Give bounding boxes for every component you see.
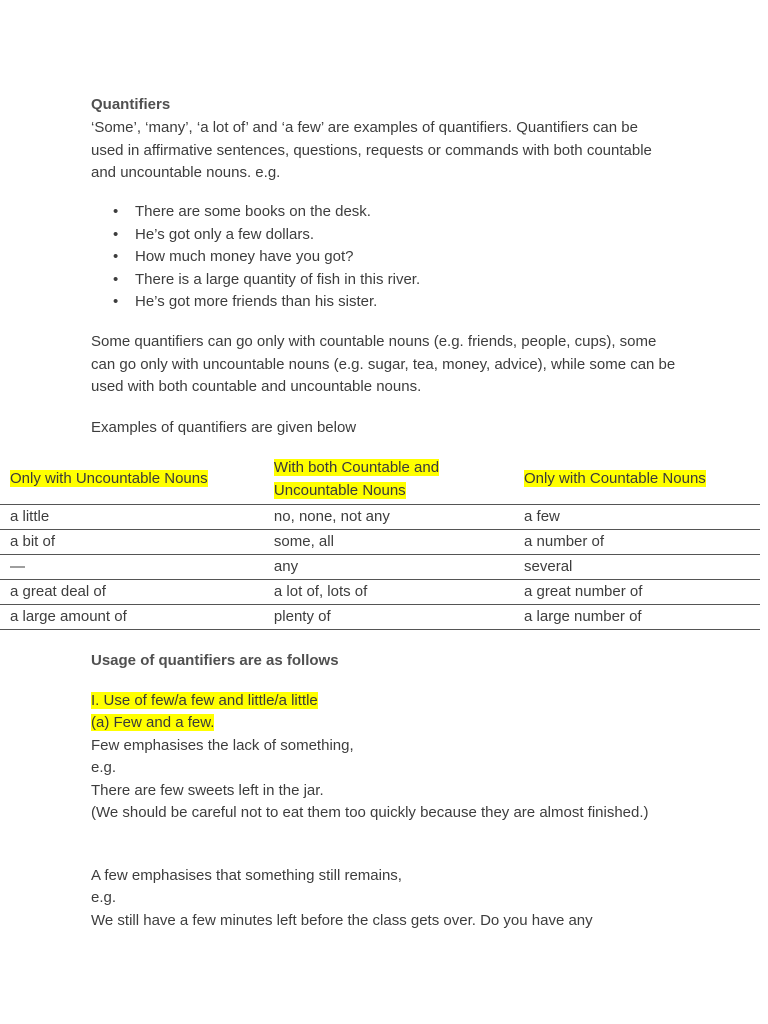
table-cell: several <box>516 555 760 580</box>
table-cell: no, none, not any <box>266 505 516 530</box>
list-item: • There are some books on the desk. <box>91 201 651 224</box>
subsection-title: (a) Few and a few. <box>91 714 215 731</box>
table-header-cell: Only with Uncountable Nouns <box>0 455 266 505</box>
table-cell: a bit of <box>0 530 266 555</box>
list-item: • He’s got more friends than his sister. <box>91 291 651 314</box>
list-item: • He’s got only a few dollars. <box>91 224 651 247</box>
table-header-cell: Only with Countable Nouns <box>516 455 760 505</box>
few-example-sentence: There are few sweets left in the jar. <box>91 782 324 799</box>
afew-text-line: e.g. <box>91 889 117 906</box>
table-row <box>0 605 760 630</box>
table-row <box>0 530 760 555</box>
bullet-icon: • <box>113 293 119 310</box>
table-header-cell: With both Countable and Uncountable Nouns <box>266 455 516 505</box>
intro-paragraph: ‘Some’, ‘many’, ‘a lot of’ and ‘a few’ are examples of quantifiers. Quantifiers can be used in affirmative sentences, questions, requests or commands with both countable and uncountable nouns. e.g. <box>91 119 652 181</box>
page-title: Quantifiers <box>91 96 171 113</box>
table-cell: a large number of <box>516 605 760 630</box>
table-row <box>0 505 760 530</box>
table-row <box>0 555 760 580</box>
table-cell: a great deal of <box>0 580 266 605</box>
table-cell: a number of <box>516 530 760 555</box>
table-cell: a few <box>516 505 760 530</box>
table-cell: plenty of <box>266 605 516 630</box>
table-header-row <box>0 455 760 505</box>
bullet-icon: • <box>113 225 119 243</box>
table-cell: — <box>0 555 266 580</box>
table-cell: some, all <box>266 530 516 555</box>
few-example-note: (We should be careful not to eat them too quickly because they are almost finished.) <box>91 804 649 821</box>
section-title: I. Use of few/a few and little/a little <box>91 692 318 709</box>
bullet-icon: • <box>113 248 119 265</box>
afew-example-sentence: We still have a few minutes left before the class gets over. Do you have any <box>91 912 593 929</box>
bullet-icon: • <box>113 270 119 288</box>
table-cell: a little <box>0 505 266 530</box>
bullet-icon: • <box>113 203 119 220</box>
table-row <box>0 580 760 605</box>
example-bullet-list <box>91 201 651 314</box>
table-cell: any <box>266 555 516 580</box>
examples-intro: Examples of quantifiers are given below <box>91 419 357 436</box>
quantifiers-table <box>0 455 760 630</box>
few-text-line: e.g. <box>91 759 117 776</box>
list-item: • There is a large quantity of fish in this river. <box>91 269 651 292</box>
usage-heading: Usage of quantifiers are as follows <box>91 652 339 669</box>
table-cell: a great number of <box>516 580 760 605</box>
afew-text-line: A few emphasises that something still remains, <box>91 867 402 884</box>
countable-uncountable-paragraph: Some quantifiers can go only with countable nouns (e.g. friends, people, cups), some can go only with uncountable nouns (e.g. sugar, tea, money, advice), while some can be used with both countable and uncountable nouns. <box>91 333 676 395</box>
table-cell: a lot of, lots of <box>266 580 516 605</box>
list-item: • How much money have you got? <box>91 246 651 269</box>
table-cell: a large amount of <box>0 605 266 630</box>
few-text-line: Few emphasises the lack of something, <box>91 737 354 754</box>
